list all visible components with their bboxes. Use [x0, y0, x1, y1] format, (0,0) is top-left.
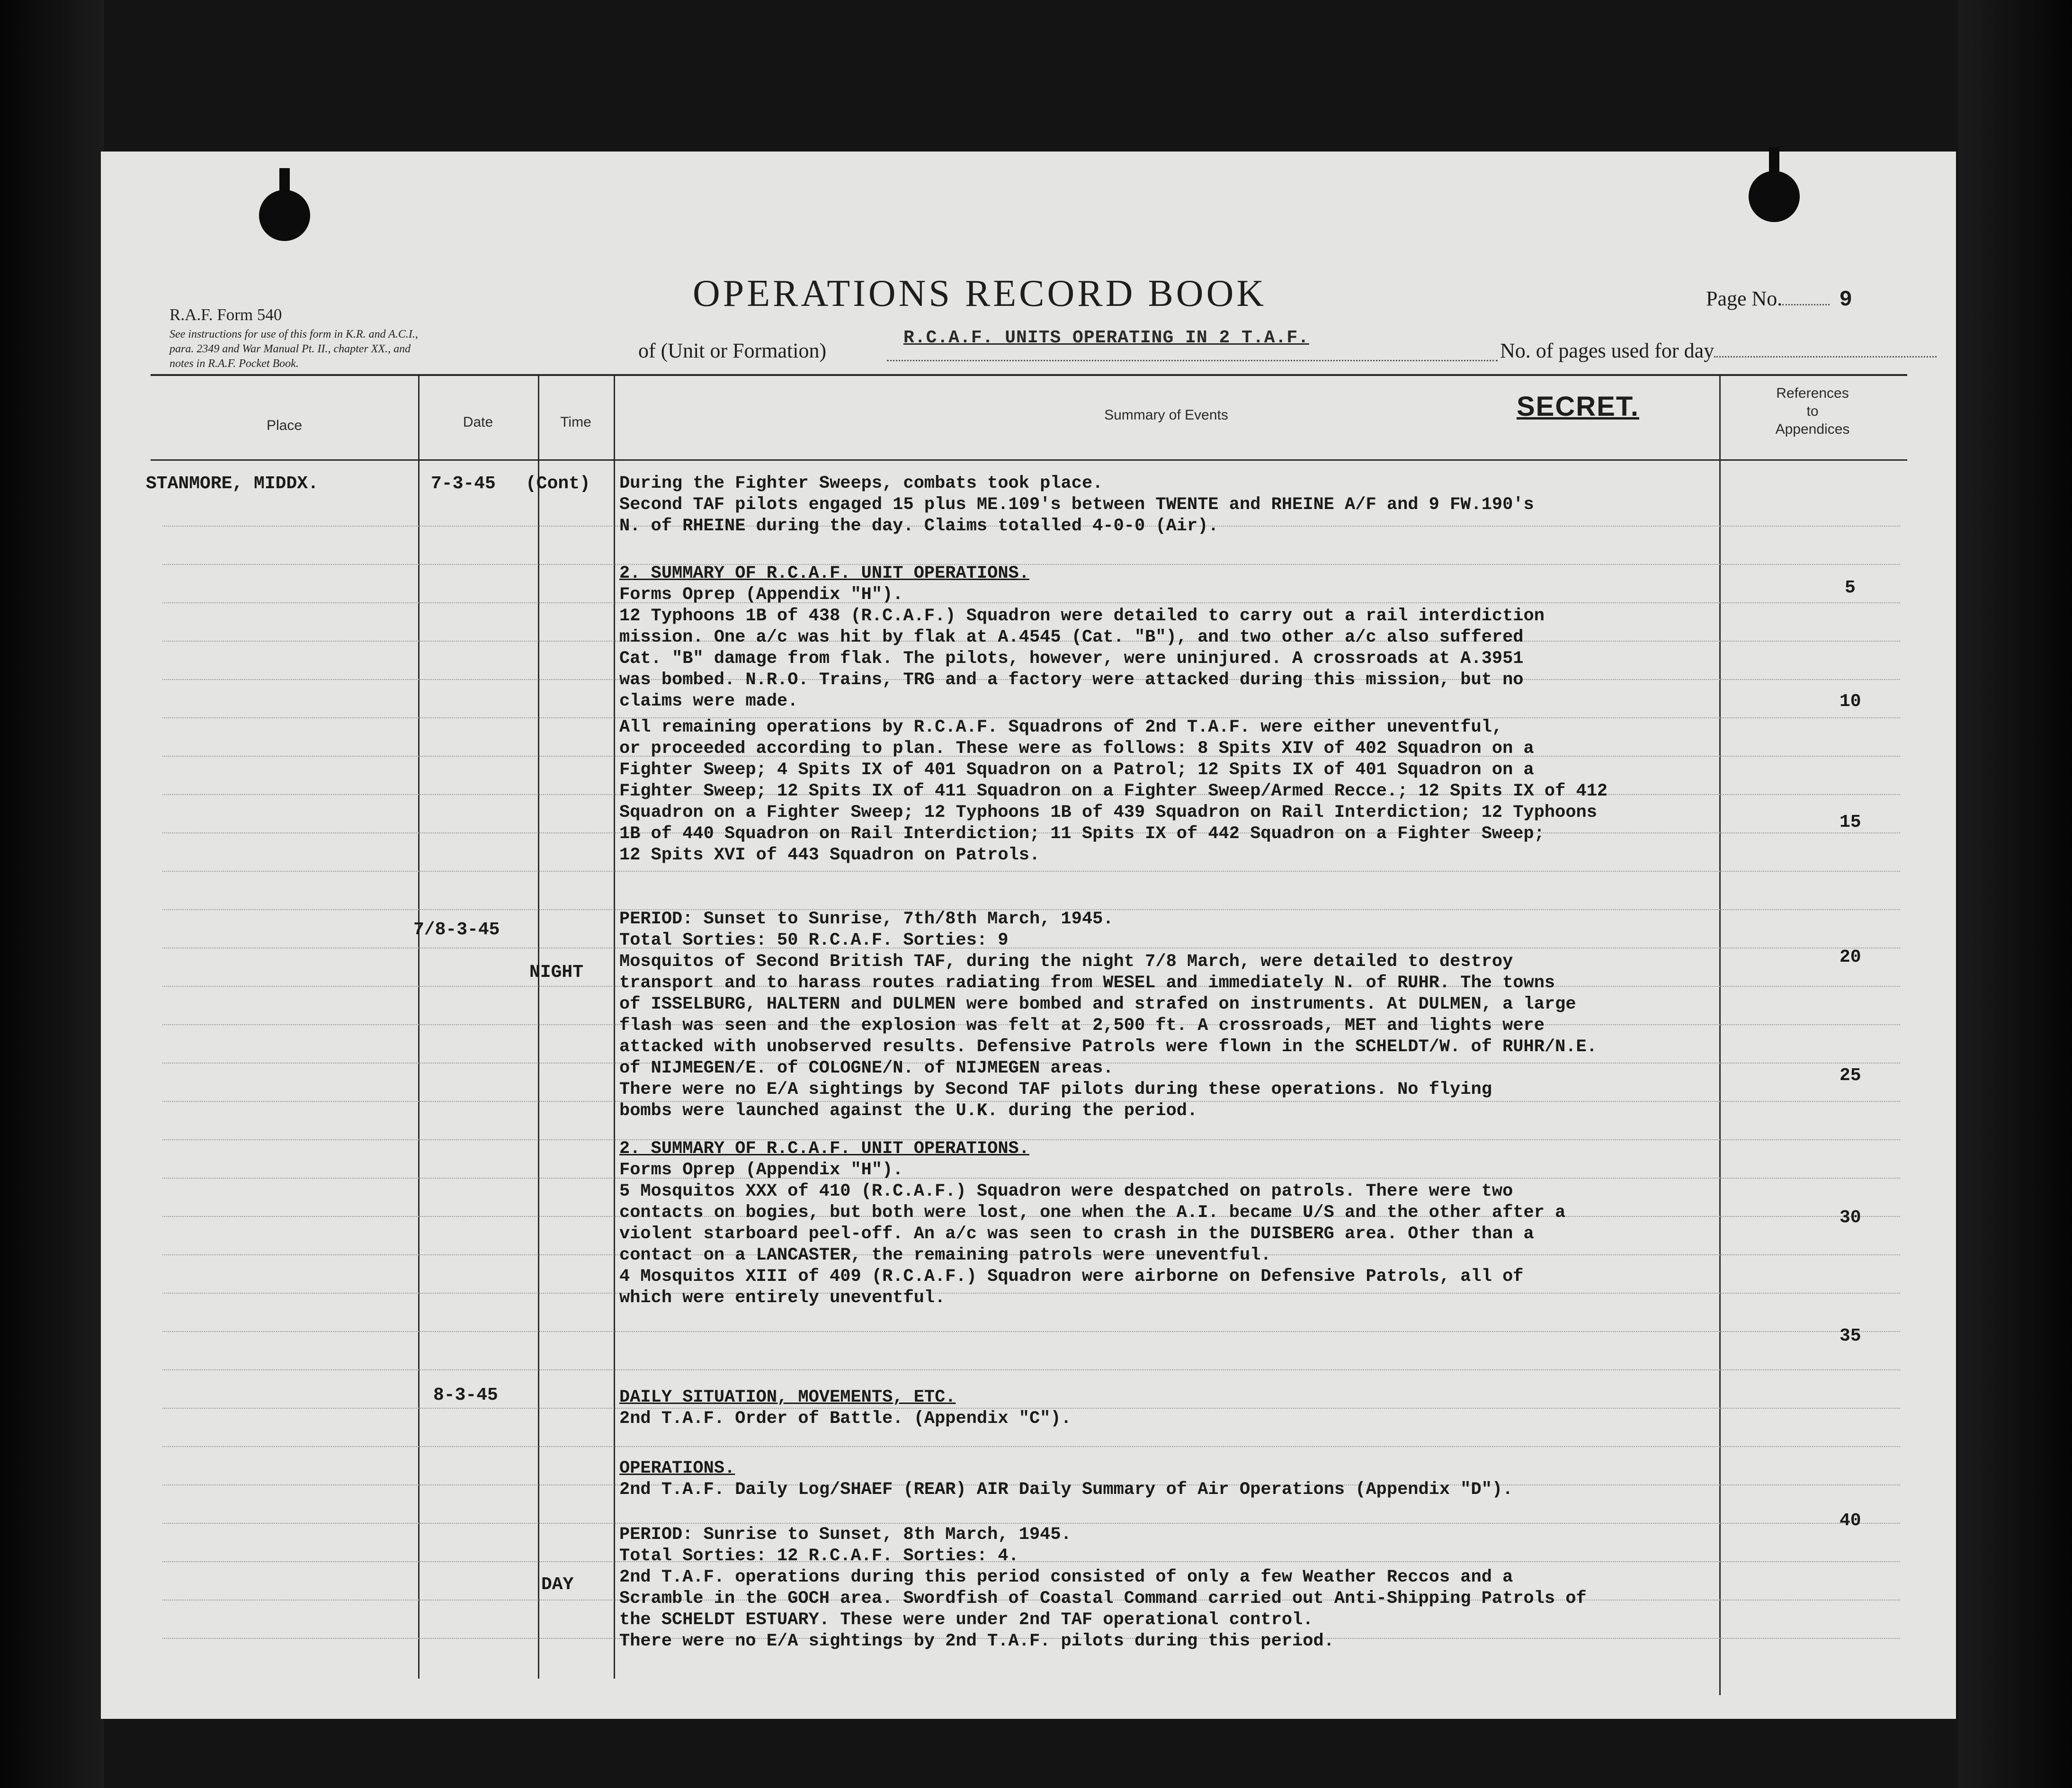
- reference-number: 5: [1845, 578, 1856, 598]
- reference-number: 40: [1840, 1511, 1861, 1531]
- summary-line: N. of RHEINE during the day. Claims totalled 4-0-0 (Air).: [619, 516, 1219, 536]
- summary-line: Cat. "B" damage from flak. The pilots, however, were uninjured. A crossroads at A.3951: [619, 649, 1524, 669]
- reference-number: 30: [1840, 1207, 1861, 1228]
- ruled-line: [162, 1369, 1900, 1370]
- unit-value: R.C.A.F. UNITS OPERATING IN 2 T.A.F.: [903, 328, 1309, 348]
- summary-line: Forms Oprep (Appendix "H").: [619, 1160, 903, 1180]
- section-heading: DAILY SITUATION, MOVEMENTS, ETC.: [619, 1387, 956, 1407]
- summary-line: 12 Typhoons 1B of 438 (R.C.A.F.) Squadron were detailed to carry out a rail interdiction: [619, 606, 1545, 626]
- summary-line: 12 Spits XVI of 443 Squadron on Patrols.: [619, 845, 1040, 865]
- summary-line: 5 Mosquitos XXX of 410 (R.C.A.F.) Squadron were despatched on patrols. There were two: [619, 1181, 1513, 1201]
- unit-dots: [887, 360, 1498, 361]
- form-instruction-line: para. 2349 and War Manual Pt. II., chapter XX., and: [170, 343, 411, 355]
- summary-line: Total Sorties: 12 R.C.A.F. Sorties: 4.: [619, 1546, 1019, 1566]
- header-references-line: References: [1776, 385, 1849, 401]
- header-references-line: Appendices: [1775, 421, 1850, 437]
- summary-line: Second TAF pilots engaged 15 plus ME.109's between TWENTE and RHEINE A/F and 9 FW.190's: [619, 495, 1534, 515]
- summary-line: 4 Mosquitos XIII of 409 (R.C.A.F.) Squadron were airborne on Defensive Patrols, all of: [619, 1267, 1524, 1287]
- form-instructions: [170, 327, 643, 371]
- ruled-line: [162, 1561, 1900, 1562]
- summary-line: bombs were launched against the U.K. during the period.: [619, 1101, 1198, 1121]
- section-heading: 2. SUMMARY OF R.C.A.F. UNIT OPERATIONS.: [619, 563, 1029, 583]
- section-heading: 2. SUMMARY OF R.C.A.F. UNIT OPERATIONS.: [619, 1139, 1029, 1159]
- punch-hole-right: [1749, 171, 1800, 222]
- header-references: [1725, 384, 1900, 438]
- summary-line: Mosquitos of Second British TAF, during the night 7/8 March, were detailed to destroy: [619, 952, 1513, 972]
- page-number: [1706, 286, 1852, 312]
- summary-line: 2nd T.A.F. operations during this period consisted of only a few Weather Reccos and a: [619, 1567, 1513, 1587]
- summary-line: of NIJMEGEN/E. of COLOGNE/N. of NIJMEGEN areas.: [619, 1058, 1114, 1078]
- form-id-block: [170, 305, 643, 371]
- summary-line: Fighter Sweep; 4 Spits IX of 401 Squadron on a Patrol; 12 Spits IX of 401 Squadron on a: [619, 760, 1534, 780]
- summary-line: violent starboard peel-off. An a/c was seen to crash in the DUISBERG area. Other than a: [619, 1224, 1534, 1244]
- reference-number: 25: [1840, 1065, 1861, 1086]
- section-heading: OPERATIONS.: [619, 1458, 735, 1478]
- time-cell: (Cont): [526, 474, 590, 494]
- col-divider-time: [614, 374, 615, 1679]
- summary-line: Forms Oprep (Appendix "H").: [619, 585, 903, 605]
- header-date: Date: [463, 414, 493, 430]
- header-references-line: to: [1806, 403, 1819, 419]
- summary-line: transport and to harass routes radiating from WESEL and immediately N. of RUHR. The towns: [619, 973, 1555, 993]
- date-cell: 7-3-45: [431, 474, 496, 494]
- ruled-line: [162, 1523, 1900, 1524]
- document-title: OPERATIONS RECORD BOOK: [693, 273, 1267, 314]
- ruled-line: [162, 1331, 1900, 1332]
- header-summary: Summary of Events: [1104, 407, 1228, 423]
- summary-line: Total Sorties: 50 R.C.A.F. Sorties: 9: [619, 930, 1009, 950]
- period-heading: PERIOD: Sunset to Sunrise, 7th/8th March, 1945.: [619, 909, 1114, 929]
- ruled-line: [162, 602, 1900, 603]
- ruled-line: [162, 871, 1900, 872]
- classification-stamp: SECRET.: [1517, 391, 1639, 422]
- period-heading: PERIOD: Sunrise to Sunset, 8th March, 1945.: [619, 1525, 1072, 1545]
- summary-line: mission. One a/c was hit by flak at A.4545 (Cat. "B"), and two other a/c also suffered: [619, 627, 1524, 647]
- summary-line: Scramble in the GOCH area. Swordfish of Coastal Command carried out Anti-Shipping Patrols of: [619, 1589, 1587, 1609]
- reference-number: 35: [1840, 1326, 1861, 1346]
- ruled-line: [162, 1293, 1900, 1294]
- header-time: Time: [560, 414, 591, 430]
- summary-line: There were no E/A sightings by Second TAF pilots during these operations. No flying: [619, 1080, 1492, 1100]
- table-top-rule: [151, 374, 1907, 376]
- place-cell: STANMORE, MIDDX.: [146, 474, 319, 494]
- time-cell: DAY: [541, 1574, 574, 1595]
- header-place: Place: [266, 418, 303, 433]
- col-divider-place: [418, 374, 420, 1679]
- summary-line: or proceeded according to plan. These were as follows: 8 Spits XIV of 402 Squadron on a: [619, 739, 1534, 759]
- reference-number: 20: [1840, 947, 1861, 967]
- summary-line: All remaining operations by R.C.A.F. Squadrons of 2nd T.A.F. were either uneventful,: [619, 717, 1503, 737]
- ruled-line: [162, 1446, 1900, 1447]
- form-instruction-line: See instructions for use of this form in K.R. and A.C.I.,: [170, 328, 418, 340]
- summary-line: 1B of 440 Squadron on Rail Interdiction; 11 Spits IX of 442 Squadron on a Fighter Sweep;: [619, 824, 1545, 844]
- form-instruction-line: notes in R.A.F. Pocket Book.: [170, 358, 299, 370]
- summary-line: of ISSELBURG, HALTERN and DULMEN were bombed and strafed on instruments. At DULMEN, a large: [619, 994, 1576, 1014]
- col-divider-summary: [1719, 374, 1721, 1695]
- pages-used-dots: [1714, 356, 1937, 358]
- summary-line: was bombed. N.R.O. Trains, TRG and a factory were attacked during this mission, but no: [619, 670, 1524, 690]
- page-number-dots: [1782, 304, 1830, 305]
- date-cell: 7/8-3-45: [413, 920, 500, 940]
- reference-number: 10: [1840, 691, 1861, 712]
- ruled-line: [162, 564, 1900, 565]
- pages-used-field: [1500, 339, 1937, 363]
- page-number-label: Page No.: [1706, 287, 1783, 310]
- right-margin-shadow: [1958, 0, 2072, 1788]
- summary-line: contacts on bogies, but both were lost, one when the A.I. became U/S and the other after a: [619, 1203, 1566, 1223]
- summary-line: which were entirely uneventful.: [619, 1288, 946, 1308]
- summary-line: During the Fighter Sweeps, combats took place.: [619, 474, 1103, 493]
- summary-line: attacked with unobserved results. Defensive Patrols were flown in the SCHELDT/W. of RUHR/N.E.: [619, 1037, 1597, 1057]
- page-number-value: 9: [1839, 287, 1852, 312]
- summary-line: There were no E/A sightings by 2nd T.A.F. pilots during this period.: [619, 1631, 1334, 1651]
- col-divider-date: [538, 374, 539, 1679]
- left-margin-shadow: [0, 0, 104, 1788]
- date-cell: 8-3-45: [433, 1385, 498, 1405]
- reference-number: 15: [1840, 812, 1861, 832]
- header-bottom-rule: [151, 459, 1907, 461]
- summary-line: Squadron on a Fighter Sweep; 12 Typhoons 1B of 439 Squadron on Rail Interdiction; 12 Typhoons: [619, 803, 1597, 822]
- summary-line: 2nd T.A.F. Order of Battle. (Appendix "C").: [619, 1409, 1072, 1429]
- summary-line: the SCHELDT ESTUARY. These were under 2nd TAF operational control.: [619, 1610, 1313, 1630]
- pages-used-label: No. of pages used for day: [1500, 339, 1715, 362]
- summary-line: Fighter Sweep; 12 Spits IX of 411 Squadron on a Fighter Sweep/Armed Recce.; 12 Spits IX of 412: [619, 781, 1608, 801]
- form-name: R.A.F. Form 540: [170, 305, 282, 324]
- summary-line: contact on a LANCASTER, the remaining patrols were uneventful.: [619, 1245, 1271, 1265]
- summary-line: flash was seen and the explosion was felt at 2,500 ft. A crossroads, MET and lights were: [619, 1016, 1545, 1036]
- ruled-line: [162, 1139, 1900, 1140]
- summary-line: 2nd T.A.F. Daily Log/SHAEF (REAR) AIR Daily Summary of Air Operations (Appendix "D").: [619, 1480, 1513, 1500]
- punch-hole-left: [259, 190, 310, 241]
- unit-label: of (Unit or Formation): [638, 339, 827, 362]
- summary-line: claims were made.: [619, 691, 798, 711]
- form-sheet: [101, 152, 1956, 1719]
- ruled-line: [162, 1178, 1900, 1179]
- time-cell: NIGHT: [529, 962, 584, 983]
